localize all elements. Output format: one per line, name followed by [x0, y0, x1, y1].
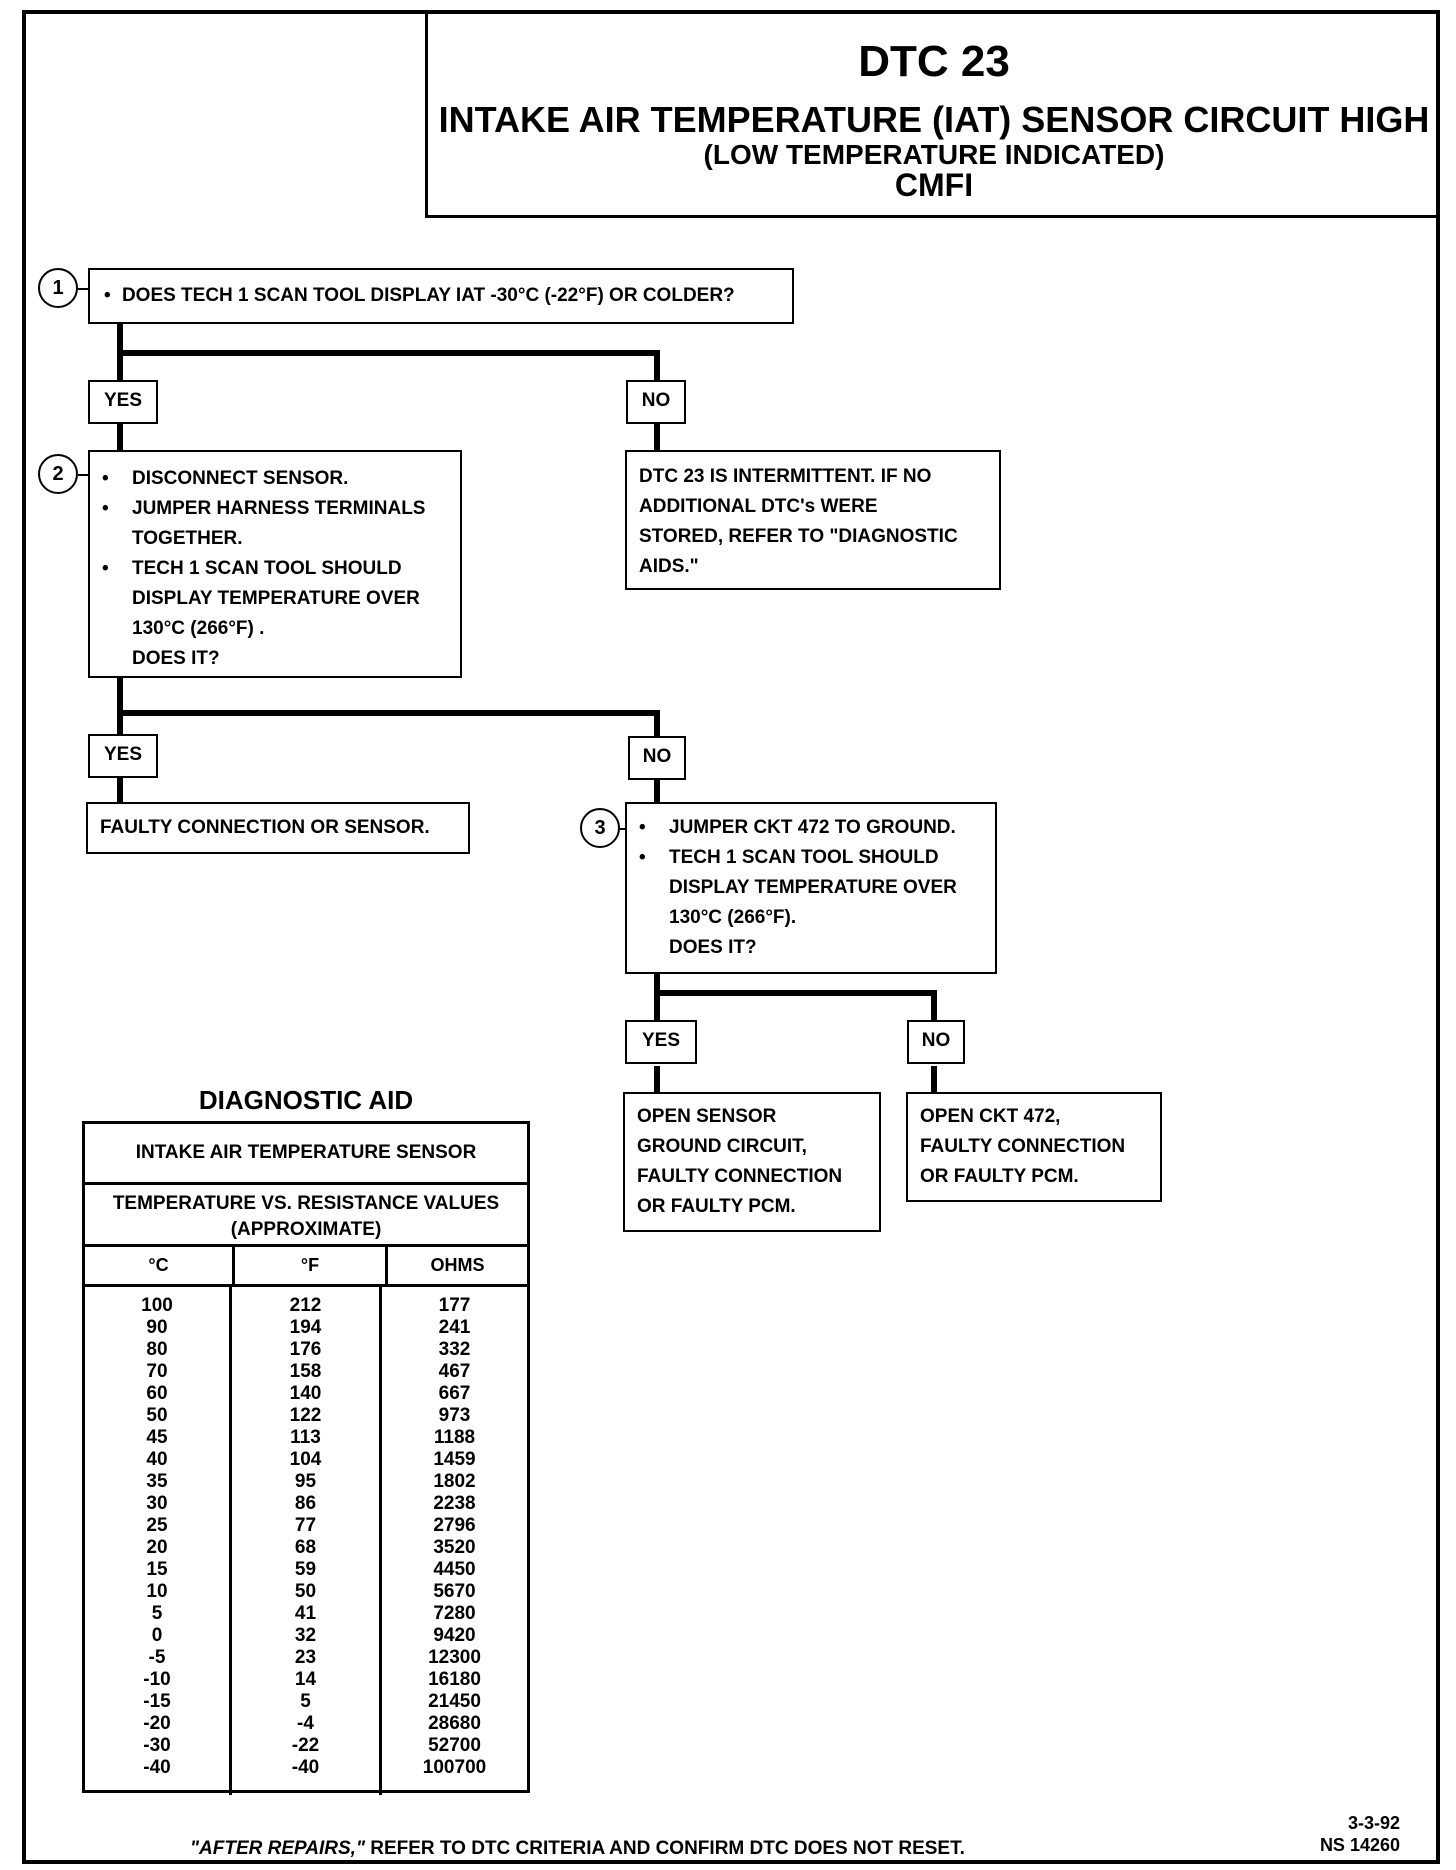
table-cell: 86	[294, 1493, 317, 1514]
step1-no-result-box	[625, 450, 1001, 590]
bullet: •	[104, 285, 111, 306]
table-subheading: TEMPERATURE VS. RESISTANCE VALUES (APPROXIMATE)	[85, 1185, 527, 1247]
table-cell: -15	[143, 1691, 171, 1712]
page-title: DTC 23	[858, 37, 1010, 86]
step2-item: • TECH 1 SCAN TOOL SHOULD DISPLAY TEMPERATURE OVER 130°C (266°F) . DOES IT?	[90, 554, 460, 674]
connector-line	[654, 974, 660, 1020]
result-line: DTC 23 IS INTERMITTENT. IF NO	[639, 466, 932, 487]
step3-no-label: NO	[907, 1020, 965, 1064]
document-reference	[1320, 1812, 1400, 1856]
table-cell: 973	[438, 1405, 471, 1426]
table-cell: 30	[146, 1493, 168, 1514]
table-cell: 10	[146, 1581, 168, 1602]
table-cell: -40	[291, 1757, 320, 1778]
table-heading: INTAKE AIR TEMPERATURE SENSOR	[85, 1124, 527, 1185]
result-line: GROUND CIRCUIT,	[637, 1136, 807, 1157]
step1-question-box	[88, 268, 794, 324]
page-subtitle: INTAKE AIR TEMPERATURE (IAT) SENSOR CIRCUIT HIGH	[438, 99, 1430, 140]
result-line: OPEN SENSOR	[637, 1106, 777, 1127]
table-cell: -4	[297, 1713, 314, 1734]
table-cell: 5	[300, 1691, 311, 1712]
step2-item: • DISCONNECT SENSOR.	[90, 464, 460, 494]
table-cell: 332	[438, 1339, 471, 1360]
step3-yes-result-box	[623, 1092, 881, 1232]
table-cell: 59	[294, 1559, 317, 1580]
table-cell: 100700	[422, 1757, 487, 1778]
table-cell: 0	[151, 1625, 163, 1646]
table-cell: 2796	[433, 1515, 476, 1536]
result-line: OR FAULTY PCM.	[920, 1166, 1079, 1187]
bullet: •	[102, 498, 109, 519]
table-cell: 177	[438, 1295, 471, 1316]
table-cell: 32	[294, 1625, 317, 1646]
step2-item: • JUMPER HARNESS TERMINALS TOGETHER.	[90, 494, 460, 554]
step3-item: • TECH 1 SCAN TOOL SHOULD DISPLAY TEMPERATURE OVER 130°C (266°F). DOES IT?	[627, 843, 995, 963]
table-cell: 5670	[433, 1581, 476, 1602]
table-cell: 212	[289, 1295, 322, 1316]
footer-note	[190, 1838, 965, 1860]
table-cell: 176	[289, 1339, 322, 1360]
table-cell: 52700	[428, 1735, 481, 1756]
step2-yes-label: YES	[88, 734, 158, 778]
table-cell: 9420	[433, 1625, 476, 1646]
table-cell: 80	[146, 1339, 168, 1360]
step-number-3: 3	[580, 808, 620, 848]
result-line: STORED, REFER TO "DIAGNOSTIC	[639, 526, 958, 547]
table-cell: 50	[146, 1405, 168, 1426]
document-date: 3-3-92	[1347, 1813, 1400, 1833]
table-cell: 1802	[433, 1471, 476, 1492]
table-cell: 5	[151, 1603, 163, 1624]
connector-line	[654, 780, 660, 804]
table-cell: 25	[146, 1515, 168, 1536]
table-cell: 158	[289, 1361, 322, 1382]
table-cell: 467	[438, 1361, 471, 1382]
table-cell: 4450	[433, 1559, 476, 1580]
table-cell: -10	[143, 1669, 171, 1690]
connector-line	[654, 350, 660, 380]
step2-yes-result-box	[86, 802, 470, 854]
step-number-1: 1	[38, 268, 78, 308]
connector-line	[654, 710, 660, 736]
table-cell: 21450	[428, 1691, 481, 1712]
connector-line	[117, 350, 660, 356]
step3-yes-label: YES	[625, 1020, 697, 1064]
connector-line	[117, 424, 123, 452]
result-line: OPEN CKT 472,	[920, 1106, 1061, 1127]
step1-yes-label: YES	[88, 380, 158, 424]
title-block	[425, 10, 1440, 218]
table-cell: 70	[146, 1361, 168, 1382]
step3-item: • JUMPER CKT 472 TO GROUND.	[627, 813, 995, 843]
table-cell: 15	[146, 1559, 168, 1580]
document-code: NS 14260	[1319, 1835, 1400, 1855]
table-cell: 41	[294, 1603, 317, 1624]
table-cell: -40	[143, 1757, 171, 1778]
table-cell: 1188	[433, 1427, 476, 1448]
table-cell: 122	[289, 1405, 322, 1426]
step2-instruction-box	[88, 450, 462, 678]
column-header-fahrenheit: °F	[235, 1247, 388, 1284]
table-cell: 28680	[428, 1713, 481, 1734]
step3-no-result-box	[906, 1092, 1162, 1202]
table-cell: 35	[146, 1471, 168, 1492]
bullet: •	[102, 468, 109, 489]
table-cell: 77	[294, 1515, 317, 1536]
table-cell: 90	[146, 1317, 168, 1338]
table-cell: 12300	[428, 1647, 481, 1668]
step3-instruction-box	[625, 802, 997, 974]
table-cell: 100	[141, 1295, 173, 1316]
bullet: •	[639, 847, 646, 868]
table-cell: 241	[438, 1317, 471, 1338]
celsius-column	[85, 1287, 232, 1795]
table-cell: 7280	[433, 1603, 476, 1624]
table-cell: -5	[148, 1647, 166, 1668]
table-cell: 667	[438, 1383, 471, 1404]
step-number-2: 2	[38, 454, 78, 494]
connector-line	[117, 678, 123, 734]
result-line: FAULTY CONNECTION	[637, 1166, 843, 1187]
table-cell: 3520	[433, 1537, 476, 1558]
table-cell: 194	[289, 1317, 322, 1338]
table-cell: 40	[146, 1449, 168, 1470]
table-cell: 60	[146, 1383, 168, 1404]
table-cell: 14	[294, 1669, 317, 1690]
page-subtitle-condition: (LOW TEMPERATURE INDICATED)	[703, 139, 1165, 170]
step1-question: DOES TECH 1 SCAN TOOL DISPLAY IAT -30°C (-22°F) OR COLDER?	[121, 285, 735, 306]
step1-no-label: NO	[626, 380, 686, 424]
table-cell: 68	[294, 1537, 317, 1558]
page-subtitle-system: CMFI	[894, 167, 974, 204]
ohms-column	[382, 1287, 527, 1795]
table-cell: 20	[146, 1537, 168, 1558]
table-cell: 113	[290, 1427, 321, 1448]
column-header-celsius: °C	[85, 1247, 235, 1284]
step2-no-label: NO	[628, 736, 686, 780]
diagnostic-aid-title: DIAGNOSTIC AID	[198, 1085, 414, 1115]
connector-line	[117, 710, 660, 716]
result-line: OR FAULTY PCM.	[637, 1196, 796, 1217]
table-cell: 50	[294, 1581, 317, 1602]
result-text: FAULTY CONNECTION OR SENSOR.	[100, 817, 430, 838]
table-header-row	[85, 1247, 527, 1287]
table-cell: 140	[289, 1383, 322, 1404]
connector-line	[654, 990, 937, 996]
table-body	[85, 1287, 527, 1795]
table-cell: -30	[143, 1735, 171, 1756]
table-cell: 23	[294, 1647, 317, 1668]
table-cell: 2238	[433, 1493, 476, 1514]
table-cell: 1459	[433, 1449, 476, 1470]
bullet: •	[639, 817, 646, 838]
footer-text: REFER TO DTC CRITERIA AND CONFIRM DTC DOES NOT RESET.	[364, 1838, 965, 1859]
table-cell: 16180	[428, 1669, 481, 1690]
table-cell: 45	[146, 1427, 168, 1448]
column-header-ohms: OHMS	[430, 1255, 485, 1275]
result-line: FAULTY CONNECTION	[920, 1136, 1126, 1157]
table-cell: 95	[294, 1471, 317, 1492]
result-line: ADDITIONAL DTC's WERE	[639, 496, 878, 517]
result-line: AIDS."	[639, 556, 699, 577]
connector-line	[931, 990, 937, 1020]
table-cell: -22	[291, 1735, 320, 1756]
fahrenheit-column	[232, 1287, 382, 1795]
table-cell: 104	[289, 1449, 322, 1470]
footer-emphasis: "AFTER REPAIRS,"	[190, 1838, 365, 1859]
connector-line	[654, 424, 660, 452]
bullet: •	[102, 558, 109, 579]
connector-line	[117, 778, 123, 802]
diagnostic-aid-table	[82, 1121, 530, 1793]
table-cell: -20	[143, 1713, 171, 1734]
